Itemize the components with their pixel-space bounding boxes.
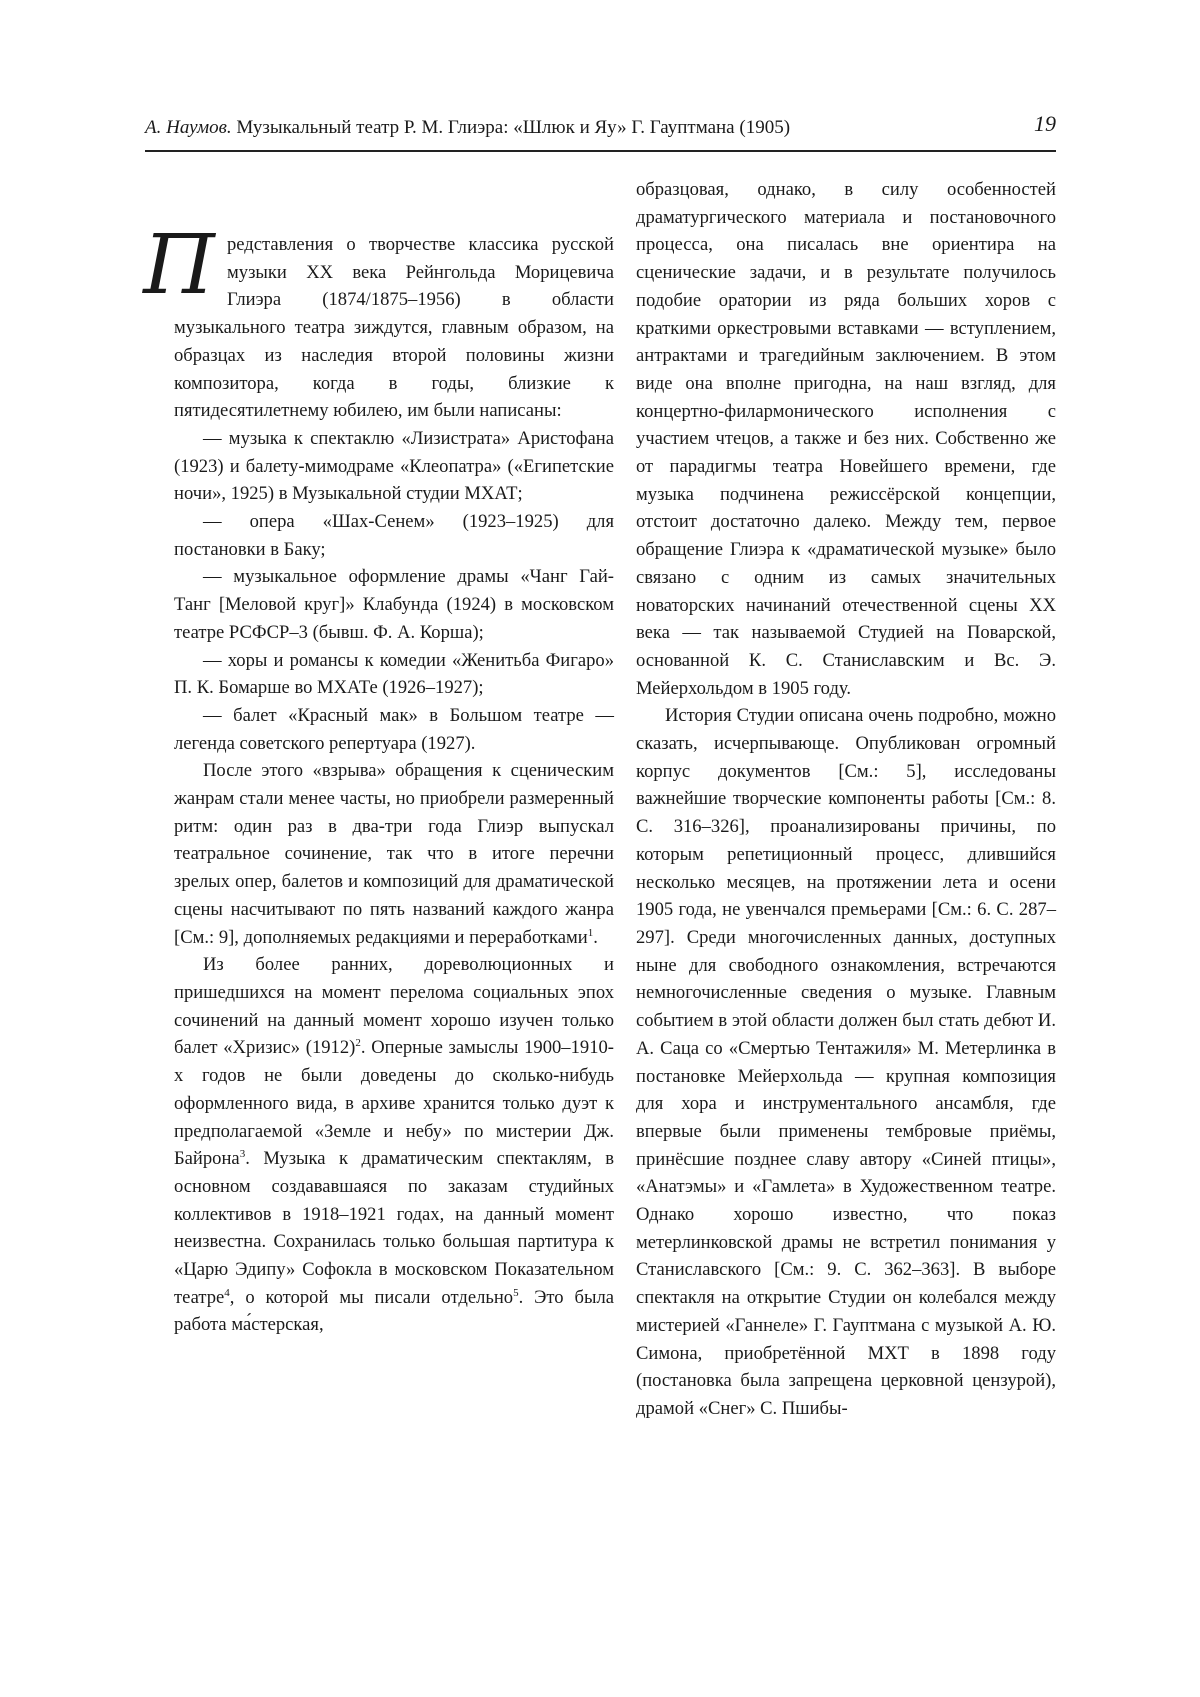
footnote-ref[interactable]: 3 [239,1148,246,1161]
list-item: — хоры и романсы к комедии «Женитьба Фигаро» П. К. Бомарше во МХАТе (1926–1927); [174,649,614,699]
list-item: — музыка к спектаклю «Лизистрата» Аристофана (1923) и балету-мимодраме «Клеопатра» («Египетские ночи», 1925) в Музыкальной студии МХАТ; [174,427,614,505]
author-name: А. Наумов. [145,117,232,138]
paragraph-text: Из более ранних, дореволюционных и пришедшихся на момент перелома социальных эпох сочинений на данный момент хорошо изучен только балет «Хризис» (1912) [174,954,614,1059]
paragraph [174,951,614,1339]
footnote-ref[interactable]: 1 [587,926,594,939]
running-head [145,111,1056,140]
opening-paragraph [143,218,614,425]
header-rule [145,150,1056,152]
left-column [143,176,614,1339]
opening-text: редставления о творчестве классика русской музыки XX века Рейнгольда Морицевича Глиэра (1874/1875–1956) в области музыкального театра зиждутся, главным образом, на образцах из наследия второй половины жизни композитора, когда в годы, близкие к пятидесятилетнему юбилею, им были написаны: [174,234,614,422]
page-number: 19 [1034,111,1056,136]
paragraph-text: После этого «взрыва» обращения к сценическим жанрам стали менее часты, но приобрели размеренный ритм: один раз в два-три года Глиэр выпускал театральное сочинение, так что в итоге перечни зрелых опер, балетов и композиций для драматической сцены насчитывают по пять названий каждого жанра [См.: 9], дополняемых редакциями и переработками [174,760,614,948]
list-item: — балет «Красный мак» в Большом театре — легенда советского репертуара (1927). [174,704,614,754]
paragraph-text: . [593,926,598,948]
paragraph: История Студии описана очень подробно, можно сказать, исчерпывающе. Опубликован огромный корпус документов [См.: 5], исследованы важнейшие творческие компоненты работы [См.: 8. С. 316–326], проанализированы причины, по которым репетиционный процесс, длившийся несколько месяцев, на протяжении лета и осени 1905 года, не увенчался премьерами [См.: 6. С. 287–297]. Среди многочисленных данных, доступных ныне для свободного ознакомления, встречаются немногочисленные сведения о музыке. Главным событием в этой области должен был стать дебют И. А. Саца со «Смертью Тентажиля» М. Метерлинка в постановке Мейерхольда — крупная композиция для хора и инструментального ансамбля, где впервые были применены тембровые приёмы, принёсшие позднее славу автору «Синей птицы», «Анатэмы» и «Гамлета» в Художественном театре. Однако хорошо известно, что показ метерлинковской драмы не встретил понимания у Станиславского [См.: 9. С. 362–363]. В выборе спектакля на открытие Студии он колебался между мистерией «Ганнеле» Г. Гауптмана с музыкой А. Ю. Симона, приобретённой МХТ в 1898 году (постановка была запрещена церковной цензурой), драмой «Снег» С. Пшибы- [636,705,1056,1419]
list-item: — опера «Шах-Сенем» (1923–1925) для постановки в Баку; [174,511,614,560]
footnote-ref[interactable]: 5 [513,1286,519,1299]
paragraph: образцовая, однако, в силу особенностей драматургического материала и постановочного процесса, она писалась вне ориентира на сценические задачи, и в результате получилось подобие оратории из ряда больших хоров с краткими оркестровыми вставками — вступлением, антрактами и трагедийным заключением. В этом виде она вполне пригодна, на наш взгляд, для концертно-филармонического исполнения с участием чтецов, а также и без них. Собственно же от парадигмы театра Новейшего времени, где музыка подчинена режиссёрской концепции, отстоит достаточно далеко. Между тем, первое обращение Глиэра к «драматической музыке» было связано с одним из самых значительных новаторских начинаний отечественной сцены XX века — так называемой Студией на Поварской, основанной К. С. Станиславским и Вс. Э. Мейерхольдом в 1905 году. [636,179,1056,699]
article-title: Музыкальный театр Р. М. Глиэра: «Шлюк и Яу» Г. Гауптмана (1905) [236,117,791,138]
footnote-ref[interactable]: 4 [224,1286,230,1299]
paragraph-text: . Это была работа ма́стерская, [174,1286,614,1336]
right-column [636,176,1056,1423]
paragraph-text: . Оперные замыслы 1900–1910-х годов не были доведены до сколько-нибудь оформленного вида, в архиве хранится только дуэт к предполагаемой «Земле и небу» по мистерии Дж. Байрона [174,1037,614,1170]
paragraph [174,757,614,951]
drop-cap: П [143,218,215,313]
paragraph-text: . Музыка к драматическим спектаклям, в основном создававшаяся по заказам студийных коллективов в 1918–1921 годах, на данный момент неизвестна. Сохранилась только большая партитура к «Царю Эдипу» Софокла в московском Показательном театре [174,1148,614,1308]
list-item: — музыкальное оформление драмы «Чанг Гай-Танг [Меловой круг]» Клабунда (1924) в московском театре РСФСР–3 (бывш. Ф. А. Корша); [174,566,614,643]
footnote-ref[interactable]: 2 [355,1037,361,1050]
paragraph-text: , о которой мы писали отдельно [229,1286,514,1308]
